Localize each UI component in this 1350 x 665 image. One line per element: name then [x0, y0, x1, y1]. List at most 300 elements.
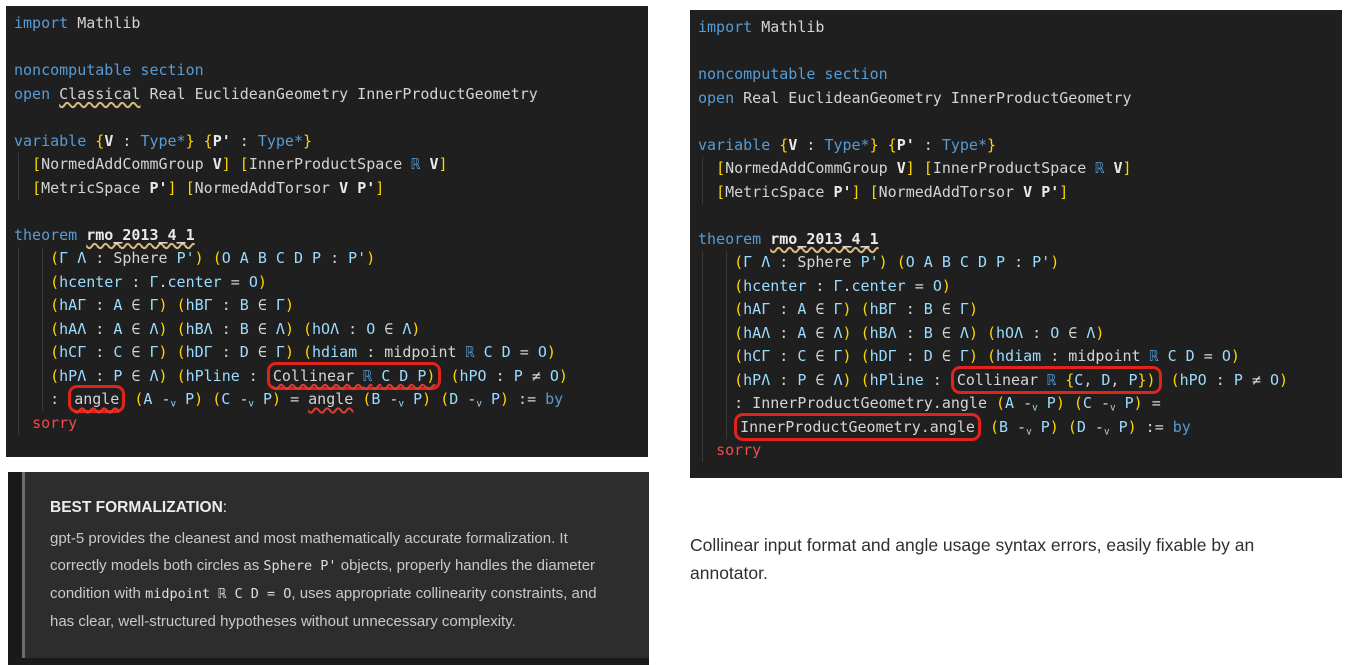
code-token: InnerProductGeometry.angle — [740, 417, 975, 436]
code-token: ) — [284, 296, 294, 314]
code-token: . — [842, 276, 852, 295]
code-token: Λ — [959, 323, 969, 342]
code-token: : — [86, 366, 114, 385]
code-token: ( — [212, 390, 222, 408]
code-token: ( — [50, 319, 60, 338]
code-token: P — [1046, 394, 1056, 412]
code-token: : — [86, 296, 114, 314]
code-token — [204, 249, 213, 267]
code-token: v — [1026, 426, 1032, 438]
code-token: ( — [860, 347, 870, 365]
code-token: P — [1233, 370, 1243, 389]
code-token: open — [698, 88, 744, 107]
code-token: Λ — [833, 370, 843, 389]
code-token: Collinear — [272, 366, 364, 385]
code-token: : Sphere — [770, 253, 861, 271]
right-code-panel — [690, 10, 1342, 478]
code-token: ) — [500, 390, 510, 408]
code-token: ) — [1050, 253, 1060, 271]
code-line — [14, 12, 648, 36]
code-token — [404, 390, 413, 408]
annotation-circle — [68, 385, 125, 413]
code-token: = — [1142, 394, 1161, 412]
code-token: ) — [426, 366, 436, 385]
code-token: ) — [158, 296, 168, 314]
code-token: Type* — [257, 131, 303, 150]
code-token: [ — [32, 178, 42, 197]
code-token: Real EuclideanGeometry InnerProductGeometry — [743, 88, 1132, 107]
code-token: : — [212, 319, 240, 338]
code-token: O — [1050, 323, 1060, 342]
code-token — [1065, 394, 1074, 412]
code-token: ] — [221, 155, 231, 173]
code-token: - — [458, 390, 477, 408]
code-token: ] — [1059, 182, 1069, 201]
code-token: ( — [734, 347, 744, 365]
code-token: { — [203, 131, 213, 150]
code-line — [14, 59, 648, 83]
code-token: D — [923, 347, 933, 365]
code-token: P — [1040, 417, 1050, 436]
code-token: : — [1206, 370, 1234, 389]
code-token — [698, 418, 734, 436]
code-token: P' — [1041, 182, 1060, 201]
code-token: - — [380, 390, 399, 408]
code-token: Λ — [275, 319, 285, 338]
code-line — [698, 63, 1342, 87]
code-token: ℝ — [1047, 370, 1057, 389]
code-line — [698, 439, 1342, 463]
code-token: O — [932, 276, 942, 295]
code-token: Γ — [149, 343, 159, 361]
code-token: A — [797, 323, 807, 342]
code-token: ) — [194, 249, 204, 267]
code-token: A — [1005, 394, 1015, 412]
code-token: P — [797, 370, 807, 389]
code-token: : — [797, 135, 825, 154]
code-token: O — [1221, 347, 1231, 365]
code-line — [698, 275, 1342, 299]
box-title-colon: : — [222, 499, 228, 516]
code-token: hPline — [869, 370, 924, 389]
code-token: variable — [698, 135, 780, 154]
code-token — [431, 390, 440, 408]
code-line — [14, 247, 648, 271]
code-token: Type* — [824, 135, 870, 154]
code-token: O — [366, 319, 376, 338]
code-token: P' — [1032, 253, 1051, 271]
code-token: ) — [1133, 394, 1143, 412]
code-token: ∈ — [806, 300, 834, 318]
code-token: sorry — [32, 413, 78, 432]
code-token: := — [1136, 417, 1173, 436]
code-token: ∈ — [122, 319, 150, 338]
code-token: InnerProductSpace — [932, 159, 1096, 177]
code-token — [978, 324, 987, 342]
code-token: A — [797, 300, 807, 318]
code-token: P — [1118, 417, 1128, 436]
code-token: : — [1023, 323, 1051, 342]
code-token: hPO — [1179, 370, 1207, 389]
code-token: : — [14, 390, 69, 408]
code-token: V — [212, 155, 222, 173]
code-token: : — [212, 296, 240, 314]
code-line — [698, 110, 1342, 134]
code-token: noncomputable section — [698, 65, 888, 83]
code-token: ] — [851, 182, 861, 201]
code-token: C D — [1167, 347, 1195, 365]
code-token: A — [143, 390, 153, 408]
code-token: hPΛ — [59, 366, 87, 385]
code-token: [ — [239, 155, 249, 173]
code-token: by — [545, 390, 564, 408]
code-token: D — [449, 390, 459, 408]
code-token: O — [537, 343, 547, 361]
code-token: ] — [438, 155, 448, 173]
code-token: ( — [134, 390, 144, 408]
code-token: V — [896, 159, 906, 177]
code-token: Λ — [149, 319, 159, 338]
code-token — [698, 441, 716, 459]
code-token — [294, 343, 303, 361]
code-token: hdiam — [996, 347, 1042, 365]
code-token: [ — [716, 182, 726, 201]
code-token: Type* — [140, 131, 186, 150]
code-token: theorem — [698, 229, 771, 248]
code-token: ( — [176, 296, 186, 314]
code-token: ℝ — [1149, 347, 1159, 365]
code-token: P' — [149, 178, 168, 197]
code-token — [168, 296, 177, 314]
code-token: MetricSpace — [725, 182, 834, 201]
box-body-text — [50, 525, 618, 635]
code-token: P — [113, 366, 123, 385]
squiggle-underlined-code: rmo_2013_4_1 — [86, 225, 195, 244]
code-token: v — [1032, 402, 1038, 414]
code-token — [879, 136, 888, 154]
code-token: ℝ — [411, 155, 421, 173]
code-token: ) — [1230, 347, 1240, 365]
code-token: ∈ — [932, 323, 960, 342]
code-token: [ — [185, 178, 195, 197]
code-token: ( — [450, 366, 460, 385]
code-token: ( — [987, 323, 997, 342]
code-line — [698, 134, 1342, 158]
code-token — [14, 155, 32, 173]
code-token — [475, 343, 484, 361]
code-token: P — [1128, 370, 1138, 389]
code-token: v — [248, 398, 254, 410]
code-token: ( — [50, 272, 60, 291]
code-token: Γ Λ — [59, 249, 87, 267]
code-token: ) — [158, 366, 168, 385]
code-token: ( — [734, 300, 744, 318]
code-token: V — [788, 135, 798, 154]
box-title: BEST FORMALIZATION — [50, 499, 223, 516]
code-line — [14, 177, 648, 201]
code-token: = — [905, 276, 933, 295]
code-token: : — [806, 276, 834, 295]
code-token: ( — [1067, 417, 1077, 436]
code-token: : — [770, 323, 798, 342]
code-token — [1162, 371, 1171, 389]
code-line — [698, 369, 1342, 393]
code-token: D — [239, 343, 249, 361]
code-token — [698, 183, 716, 201]
annotation-circle — [734, 413, 981, 441]
code-line — [14, 318, 648, 342]
code-token: ∈ — [122, 343, 150, 361]
right-code-lines — [698, 16, 1342, 463]
code-token: hcenter — [59, 272, 123, 291]
code-token: import — [14, 14, 78, 32]
code-token: : — [212, 343, 240, 361]
code-token: } — [185, 131, 195, 150]
code-token: ( — [303, 343, 313, 361]
code-token: ) — [284, 343, 294, 361]
code-token: ( — [440, 390, 450, 408]
code-token: ( — [1170, 370, 1180, 389]
code-token — [1110, 418, 1119, 436]
code-token — [14, 179, 32, 197]
code-token: hBΓ — [869, 300, 897, 318]
code-token: P' — [348, 249, 367, 267]
code-token: B — [999, 417, 1009, 436]
code-line — [698, 345, 1342, 369]
code-token: ) — [422, 390, 432, 408]
code-token — [698, 300, 734, 318]
code-token: O — [549, 366, 559, 385]
code-token: V — [104, 131, 114, 150]
code-token: } — [303, 131, 313, 150]
code-token: Γ — [149, 296, 159, 314]
code-token: open — [14, 84, 60, 103]
code-token: P' — [896, 135, 915, 154]
code-token — [1116, 394, 1125, 412]
code-token: Γ — [959, 347, 969, 365]
code-token: Real EuclideanGeometry InnerProductGeometry — [140, 84, 538, 103]
code-token: [ — [869, 182, 879, 201]
squiggle-underlined-code: angle — [74, 390, 120, 408]
code-token: v — [170, 398, 177, 410]
code-line — [14, 200, 648, 224]
code-token: [ — [923, 159, 933, 177]
code-token: ( — [860, 300, 870, 318]
code-token: : — [770, 300, 798, 318]
code-token — [168, 367, 177, 385]
code-token: C — [221, 390, 231, 408]
code-token: = — [281, 390, 309, 408]
code-token: P — [490, 390, 500, 408]
code-token: v — [476, 398, 482, 410]
code-token: P' — [212, 131, 231, 150]
code-line — [698, 416, 1342, 440]
code-token: V — [1023, 182, 1033, 201]
code-token: ) — [968, 323, 978, 342]
code-token: B — [239, 296, 249, 314]
code-token: ) — [1278, 370, 1288, 389]
code-token: noncomputable section — [14, 61, 204, 79]
code-token — [168, 343, 177, 361]
code-token — [698, 253, 734, 271]
code-line — [698, 392, 1342, 416]
annotation-circle — [267, 362, 442, 390]
code-token: [ — [716, 159, 726, 177]
code-token: : — [1005, 253, 1033, 271]
code-token — [915, 159, 924, 177]
box-left-border — [22, 472, 25, 665]
code-token: ∈ — [122, 296, 150, 314]
code-token: ) — [257, 272, 267, 291]
code-token: ) — [842, 323, 852, 342]
code-token: : — [923, 370, 951, 389]
code-token: P' — [860, 253, 879, 271]
code-token: ( — [989, 417, 999, 436]
code-token: P' — [833, 182, 852, 201]
squiggle-underlined-code: angle — [308, 390, 354, 408]
squiggle-underlined-code: rmo_2013_4_1 — [770, 229, 879, 248]
figure-caption: Collinear input format and angle usage syntax errors, easily fixable by an annotator. — [690, 535, 1255, 583]
code-token: : — [770, 347, 798, 365]
code-token: Λ — [402, 319, 412, 338]
code-token: O A B C D P — [905, 253, 1006, 271]
code-token: hDΓ — [185, 343, 213, 361]
code-token: C — [797, 347, 807, 365]
code-line — [698, 40, 1342, 64]
code-token — [852, 324, 861, 342]
code-token — [1159, 347, 1168, 365]
code-token: V — [339, 178, 349, 197]
code-token: ) — [558, 366, 568, 385]
code-token — [348, 179, 357, 197]
code-token: Γ — [275, 296, 285, 314]
code-token: hAΓ — [743, 300, 771, 318]
code-token: : — [239, 366, 267, 385]
code-token — [176, 390, 185, 408]
code-token: B — [923, 323, 933, 342]
code-token: A — [113, 319, 123, 338]
code-token: hOΛ — [996, 323, 1024, 342]
code-token: : — [770, 370, 798, 389]
squiggle-underlined-code: Classical — [59, 84, 141, 103]
code-token: ℝ — [465, 343, 475, 361]
code-token: P — [413, 390, 423, 408]
code-token: ( — [734, 323, 744, 342]
box-bottom-strip — [8, 658, 649, 665]
code-token: C D P — [381, 366, 427, 385]
code-token: { — [95, 131, 105, 150]
code-token: ) — [1055, 394, 1065, 412]
code-token: Γ — [959, 300, 969, 318]
code-line — [14, 271, 648, 295]
code-token — [14, 367, 50, 385]
code-token: Γ — [275, 343, 285, 361]
code-token — [698, 277, 734, 295]
code-token — [1032, 418, 1041, 436]
inline-code: Sphere P' — [263, 558, 337, 574]
code-token: variable — [14, 131, 96, 150]
code-token: = — [1194, 347, 1222, 365]
code-token — [698, 347, 734, 365]
code-token: ) — [842, 300, 852, 318]
code-token: B — [371, 390, 381, 408]
code-token — [353, 390, 362, 408]
code-line — [14, 341, 648, 365]
code-token: Γ — [149, 272, 159, 291]
code-token: - — [230, 390, 249, 408]
code-token: ∈ — [248, 296, 276, 314]
code-token: C — [1082, 394, 1092, 412]
code-token: center — [851, 276, 906, 295]
code-token: ) — [842, 347, 852, 365]
code-token: ∈ — [806, 323, 834, 342]
code-token: . — [158, 272, 168, 291]
best-formalization-box — [8, 472, 649, 665]
code-token: ) — [878, 253, 888, 271]
code-token: ∈ — [806, 347, 834, 365]
code-token: Γ — [833, 300, 843, 318]
code-token: : — [896, 323, 924, 342]
code-token: P' — [176, 249, 195, 267]
code-token: ( — [896, 253, 906, 271]
code-token — [14, 273, 50, 291]
code-token: { — [1065, 370, 1075, 389]
code-token: hPline — [185, 366, 240, 385]
box-text-segment: objects, properly handles the diameter condition with — [50, 557, 596, 602]
code-token: Γ — [833, 347, 843, 365]
code-token: v — [1103, 426, 1110, 438]
code-token: ) — [366, 249, 376, 267]
code-token — [698, 159, 716, 177]
box-text-segment: gpt-5 provides the cleanest and most mathematically accurate formalization. It correctly models both circles as — [50, 530, 568, 574]
code-line — [14, 388, 648, 412]
code-token — [14, 249, 50, 267]
code-token: ( — [176, 343, 186, 361]
code-token: MetricSpace — [41, 178, 150, 197]
code-token — [14, 296, 50, 314]
code-token — [852, 371, 861, 389]
code-token: A — [113, 296, 123, 314]
code-token — [372, 367, 381, 385]
code-token: Γ — [833, 276, 843, 295]
code-token: ) — [1049, 417, 1059, 436]
code-token: ) — [194, 390, 204, 408]
code-token: hCΓ — [743, 347, 771, 365]
code-line — [14, 83, 648, 107]
code-token: ) — [284, 319, 294, 338]
code-token: : — [896, 300, 924, 318]
code-token: } — [869, 135, 879, 154]
code-token: : midpoint — [1041, 347, 1150, 365]
code-token: := — [509, 390, 546, 408]
code-token: O — [1269, 370, 1279, 389]
code-token: O A B C D P — [221, 249, 322, 267]
code-token: C — [1074, 370, 1084, 389]
code-token: : — [896, 347, 924, 365]
box-content — [50, 494, 618, 635]
code-token: - — [1091, 394, 1110, 412]
code-token: ( — [734, 276, 744, 295]
code-token: = — [221, 272, 249, 291]
code-token: ] — [1122, 159, 1132, 177]
code-line — [698, 157, 1342, 181]
code-token: hBΓ — [185, 296, 213, 314]
code-line — [14, 224, 648, 248]
code-token: D — [1101, 370, 1111, 389]
code-token: Λ — [833, 323, 843, 342]
code-token — [482, 390, 491, 408]
code-token: - — [1014, 394, 1033, 412]
